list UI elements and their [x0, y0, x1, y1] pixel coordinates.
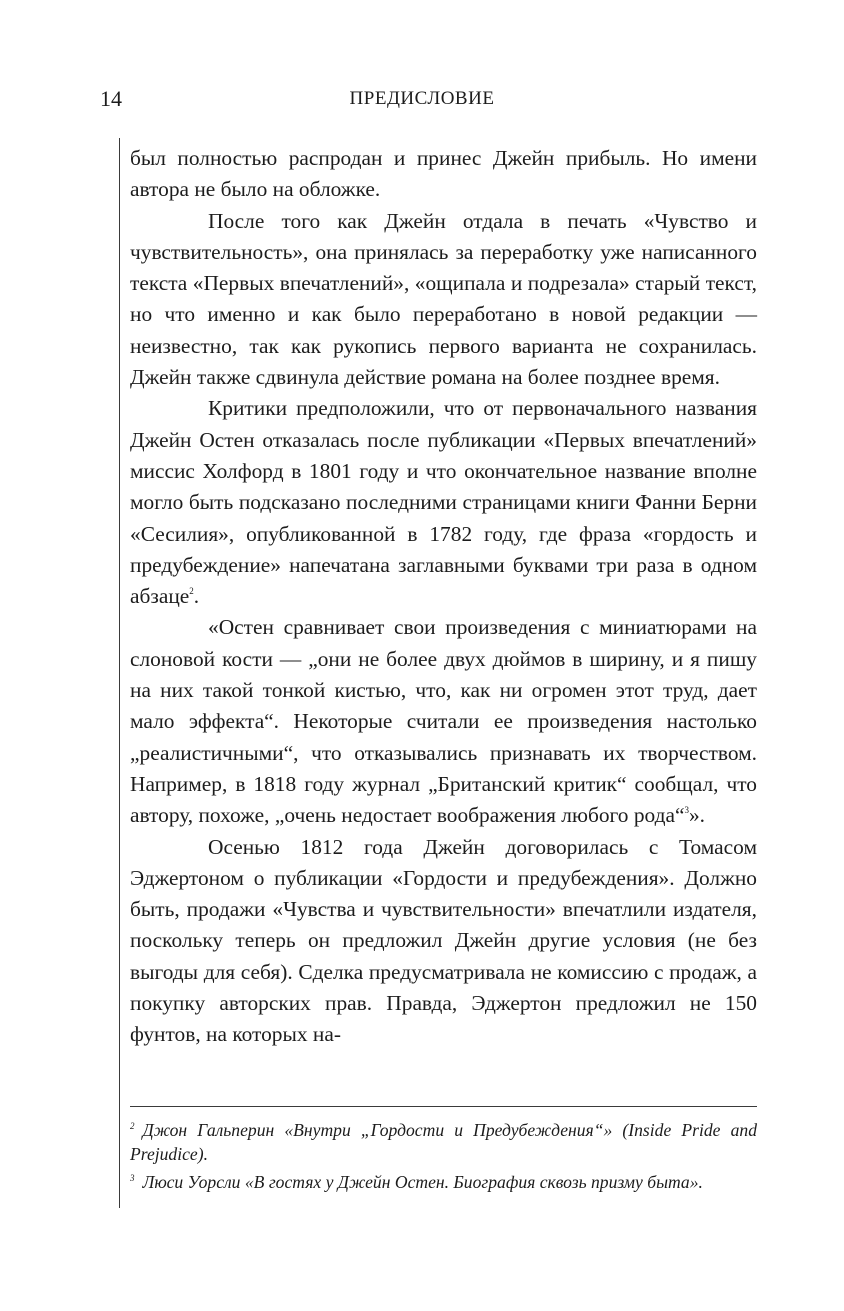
- paragraph-5: Осенью 1812 года Джейн договорилась с Томасом Эджертоном о публикации «Гордости и предубеждения». Должно быть, продажи «Чувства и чувствительности» впечатлили издателя, поскольку теперь он предложил Джейн другие условия (не без выгоды для себя). Сделка предусматривала не комиссию с продаж, а покупку авторских прав. Правда, Эджертон предложил не 150 фунтов, на которых на-: [130, 834, 757, 1047]
- footnote-marker: 2: [130, 1121, 135, 1131]
- footnote-ref-3: 3: [684, 805, 689, 816]
- paragraph-1: был полностью распродан и принес Джейн прибыль. Но имени автора не было на обложке.: [130, 146, 757, 202]
- paragraph-3: [130, 393, 757, 612]
- footnotes: [130, 1114, 757, 1194]
- text-block: [130, 143, 757, 1051]
- paragraph-3-end: .: [193, 584, 200, 609]
- footnote-marker: 3: [130, 1173, 135, 1183]
- page-number: 14: [100, 86, 122, 111]
- footnote-item: [130, 1114, 757, 1166]
- paragraph-4-text: «Остен сравнивает свои произведения с миниатюрами на слоновой кости — „они не более двух дюймов в ширину, и я пишу на них такой тонкой кистью, что, как ни огромен этот труд, дает мало эффекта“. Некоторые считали ее произведения настолько „реалистичными“, что отказывались признавать их творчеством. Например, в 1818 году журнал „Британский критик“ сообщал, что автору, похоже, „очень недостает воображения любого рода“: [130, 615, 757, 828]
- running-head: ПРЕДИСЛОВИЕ: [349, 88, 495, 109]
- footnote-text: Джон Гальперин «Внутри „Гордости и Предубеждения“» (Inside Pride and Prejudice).: [130, 1120, 757, 1164]
- margin-rule: [119, 138, 120, 1208]
- footnote-ref-2: 2: [189, 586, 194, 597]
- footnote-text: Люси Уорсли «В гостях у Джейн Остен. Биография сквозь призму быта».: [142, 1172, 703, 1192]
- paragraph-3-text: Критики предположили, что от первоначального названия Джейн Остен отказалась после публикации «Первых впечатлений» миссис Холфорд в 1801 году и что окончательное название вполне могло быть подсказано последними страницами книги Фанни Берни «Сесилия», опубликованной в 1782 году, где фраза «гордость и предубеждение» напечатана заглавными буквами три раза в одном абзаце: [130, 396, 757, 609]
- paragraph-4-end: ».: [688, 803, 706, 828]
- paragraph-4: [130, 612, 757, 831]
- footnote-rule: [130, 1106, 757, 1107]
- paragraph-2: После того как Джейн отдала в печать «Чувство и чувствительность», она принялась за переработку уже написанного текста «Первых впечатлений», «ощипала и подрезала» старый текст, но что именно и как было переработано в новой редакции — неизвестно, так как рукопись первого варианта не сохранилась. Джейн также сдвинула действие романа на более позднее время.: [130, 208, 757, 390]
- footnote-item: [130, 1166, 757, 1194]
